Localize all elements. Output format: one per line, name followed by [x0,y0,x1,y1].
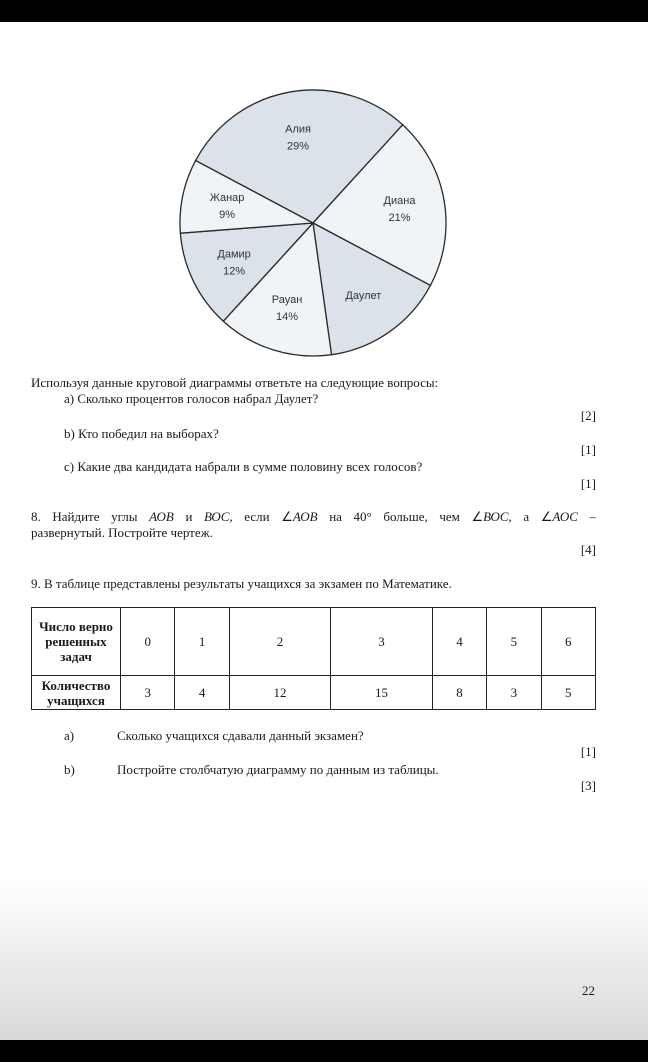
table-cell: 15 [331,676,433,710]
table-cell: 5 [541,676,595,710]
pie-chart [178,88,448,358]
table-cell: 5 [487,608,541,676]
q8-line2: развернутый. Постройте чертеж. [31,525,213,540]
table-cell: 3 [121,676,175,710]
q8-score: [4] [580,542,596,557]
page-shadow [0,880,648,1040]
pie-slice-value: 14% [276,310,299,323]
q7-intro: Используя данные круговой диаграммы ответьте на следующие вопросы: [31,375,439,390]
q7-question-b: b) Кто победил на выборах? [64,426,219,441]
table-row-header: Число верно решенных задач [32,608,121,676]
pie-slice-label: Рауан [271,293,303,306]
table-cell: 4 [175,676,229,710]
q9-question-b: Постройте столбчатую диаграмму по данным из таблицы. [117,762,439,777]
table-row [32,608,596,676]
page-number: 22 [582,983,595,998]
q8-line1: 8. Найдите углы АОВ и ВОС, если ∠АОВ на 40° больше, чем ∠ВОС, а ∠АОС – [31,509,596,524]
pie-slice-label: Алия [285,123,311,136]
pie-slice-value: 29% [287,140,310,153]
pie-slice-value: 9% [219,209,236,222]
q7-score-c: [1] [580,476,596,491]
table-cell: 1 [175,608,229,676]
table-row-header: Количество учащихся [32,676,121,710]
q7-score-b: [1] [580,442,596,457]
q9-label-a: a) [64,728,75,743]
table-cell: 2 [229,608,331,676]
pie-slice-label: Дамир [217,248,251,261]
pie-slice-label: Даулет [345,289,382,302]
table-cell: 8 [432,676,486,710]
q9-title: 9. В таблице представлены результаты учащихся за экзамен по Математике. [31,576,452,591]
pie-slice-label: Жанар [209,192,245,205]
q9-question-a: Сколько учащихся сдавали данный экзамен? [117,728,364,743]
results-table [31,607,596,710]
top-black-bar [0,0,648,22]
pie-slice-value: 21% [388,212,411,225]
pie-slice-value: 12% [223,265,246,278]
table-cell: 4 [432,608,486,676]
q9-score-a: [1] [580,744,596,759]
table-row [32,676,596,710]
q9-score-b: [3] [580,778,596,793]
table-cell: 3 [331,608,433,676]
table-cell: 0 [121,608,175,676]
q7-question-c: c) Какие два кандидата набрали в сумме половину всех голосов? [64,459,423,474]
pie-slice-label: Диана [383,195,416,208]
q7-question-a: a) Сколько процентов голосов набрал Даулет? [64,391,319,406]
table-cell: 12 [229,676,331,710]
table-cell: 3 [487,676,541,710]
q7-score-a: [2] [580,408,596,423]
bottom-black-bar [0,1040,648,1062]
table-cell: 6 [541,608,595,676]
q9-label-b: b) [64,762,75,777]
